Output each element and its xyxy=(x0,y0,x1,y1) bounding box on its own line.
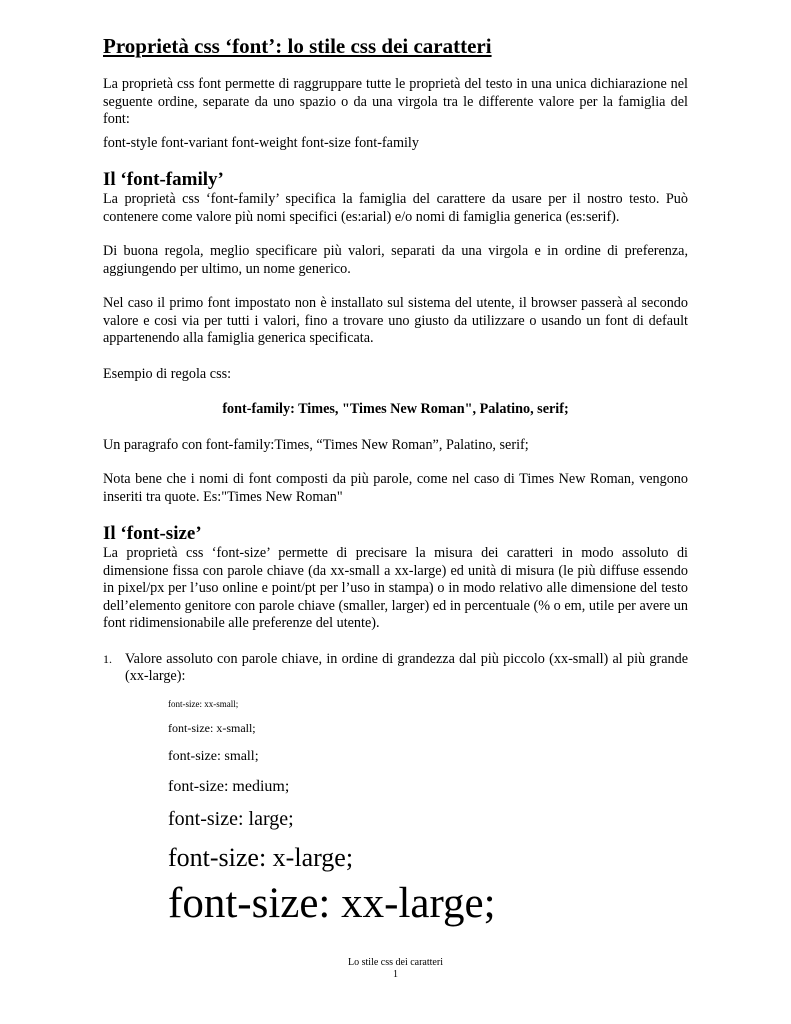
font-size-paragraph: La proprietà css ‘font-size’ permette di precisare la misura dei caratteri in modo assoluto di dimensione fissa con parole chiave (da xx-small a xx-large) ed unità di misura (le più diffuse essendo in pixel/px per l’uso online e point/pt per l’uso in stampa) o in modo relativo alle dimensione del testo dell’elemento genitore con parole chiave (smaller, larger) ed in percentuale (% o em, utile per avere un font ridimensionabile alle preferenze del utente). xyxy=(103,545,688,631)
font-family-paragraph-2: Di buona regola, meglio specificare più valori, separati da una virgola e in ordine di preferenza, aggiungendo per ultimo, un nome generico. xyxy=(103,243,688,277)
numbered-list xyxy=(103,651,688,686)
heading-font-size: Il ‘font-size’ xyxy=(103,523,202,544)
sample-medium: font-size: medium; xyxy=(168,777,290,795)
example-css-rule: font-family: Times, "Times New Roman", Palatino, serif; xyxy=(222,401,569,417)
page-footer xyxy=(0,957,791,981)
list-number: 1. xyxy=(103,651,112,666)
font-family-note: Nota bene che i nomi di font composti da più parole, come nel caso di Times New Roman, vengono inseriti tra quote. Es:"Times New Roman" xyxy=(103,471,688,505)
page-number: 1 xyxy=(393,969,398,980)
sample-large: font-size: large; xyxy=(168,808,294,831)
sample-small: font-size: small; xyxy=(168,748,259,764)
font-family-paragraph-4: Un paragrafo con font-family:Times, “Times New Roman”, Palatino, serif; xyxy=(103,436,529,453)
sample-xx-large: font-size: xx-large; xyxy=(168,880,496,928)
font-family-paragraph-3: Nel caso il primo font impostato non è installato sul sistema del utente, il browser passerà al secondo valore e cosi via per tutti i valori, fino a trovare uno giusto da utilizzare o usando un font di default appartenendo alla famiglia generica specificata. xyxy=(103,295,688,346)
page-content xyxy=(103,33,688,928)
example-label: Esempio di regola css: xyxy=(103,365,232,382)
sample-x-small: font-size: x-small; xyxy=(168,720,256,735)
sample-xx-small: font-size: xx-small; xyxy=(168,698,239,709)
intro-property-order: font-style font-variant font-weight font-size font-family xyxy=(103,134,419,151)
heading-font-family: Il ‘font-family’ xyxy=(103,169,224,190)
font-family-paragraph-1: La proprietà css ‘font-family’ specifica la famiglia del carattere da usare per il nostro testo. Può contenere come valore più nomi specifici (es:arial) e/o nomi di famiglia generica (es:serif). xyxy=(103,191,688,225)
intro-paragraph: La proprietà css font permette di raggruppare tutte le proprietà del testo in una unica dichiarazione nel seguente ordine, separate da uno spazio o da una virgola tra le differente valore per la famiglia del font: xyxy=(103,76,688,127)
sample-x-large: font-size: x-large; xyxy=(168,843,354,873)
footer-title: Lo stile css dei caratteri xyxy=(348,957,443,968)
list-item: Valore assoluto con parole chiave, in ordine di grandezza dal più piccolo (xx-small) al più grande (xx-large): xyxy=(125,650,688,684)
page-title: Proprietà css ‘font’: lo stile css dei caratteri xyxy=(103,34,492,58)
font-size-samples xyxy=(103,699,688,929)
